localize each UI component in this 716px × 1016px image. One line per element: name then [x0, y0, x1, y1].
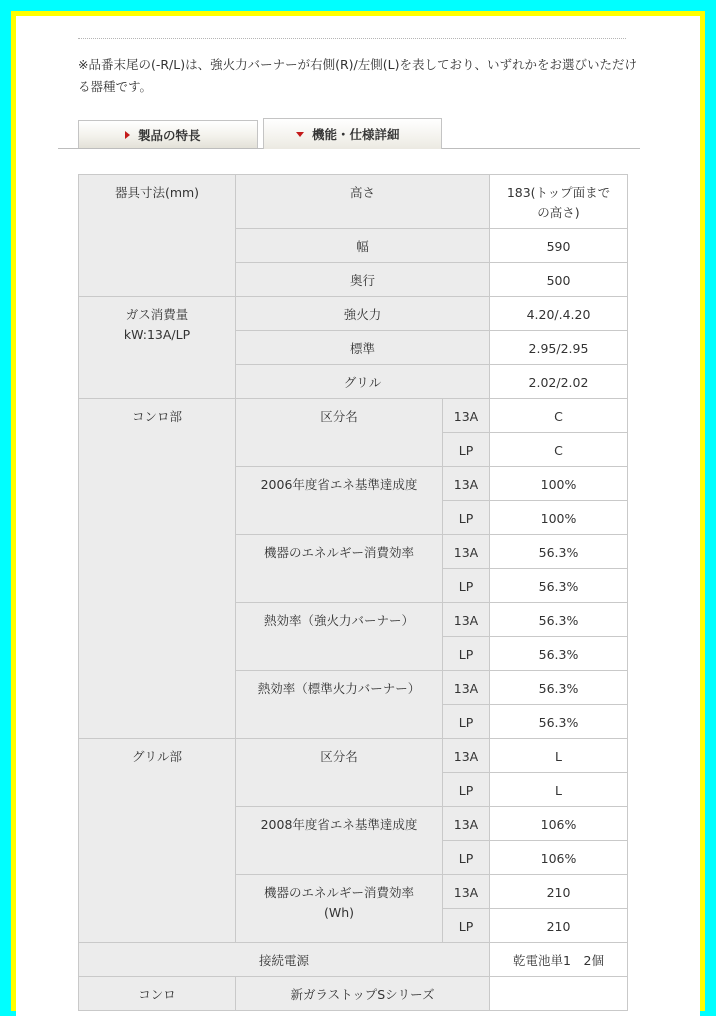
- grill-class-13a: L: [490, 739, 628, 773]
- grill-2008-achievement-label: 2008年度省エネ基準達成度: [236, 807, 443, 875]
- stove-efficiency-13a: 56.3%: [490, 535, 628, 569]
- thermal-efficiency-standard-label: 熱効率（標準火力バーナー）: [236, 671, 443, 739]
- tab-label: 製品の特長: [138, 127, 201, 143]
- thermal-efficiency-high-13a: 56.3%: [490, 603, 628, 637]
- gas-type-13a: 13A: [443, 535, 490, 569]
- gas-consumption-label: ガス消費量 kW:13A/LP: [79, 297, 236, 399]
- height-value: 183(トップ面までの高さ): [490, 175, 628, 229]
- standard-label: 標準: [236, 331, 490, 365]
- gas-type-13a: 13A: [443, 603, 490, 637]
- stove-efficiency-label: 機器のエネルギー消費効率: [236, 535, 443, 603]
- table-row: [79, 175, 628, 229]
- stove-2006-achievement-label: 2006年度省エネ基準達成度: [236, 467, 443, 535]
- high-power-value: 4.20/.4.20: [490, 297, 628, 331]
- power-supply-value: 乾電池単1 2個: [490, 943, 628, 977]
- arrow-down-icon: [296, 132, 304, 137]
- gas-type-lp: LP: [443, 909, 490, 943]
- depth-value: 500: [490, 263, 628, 297]
- grill-class-label: 区分名: [236, 739, 443, 807]
- gas-type-13a: 13A: [443, 739, 490, 773]
- gas-type-lp: LP: [443, 569, 490, 603]
- thermal-efficiency-high-lp: 56.3%: [490, 637, 628, 671]
- height-label: 高さ: [236, 175, 490, 229]
- gas-type-lp: LP: [443, 841, 490, 875]
- thermal-efficiency-standard-lp: 56.3%: [490, 705, 628, 739]
- grill-section-label: グリル部: [79, 739, 236, 943]
- gas-type-13a: 13A: [443, 875, 490, 909]
- gas-type-lp: LP: [443, 705, 490, 739]
- gas-type-lp: LP: [443, 433, 490, 467]
- table-row: [79, 943, 628, 977]
- tab-bar: [58, 118, 640, 149]
- grill-gas-label: グリル: [236, 365, 490, 399]
- power-supply-label: 接続電源: [79, 943, 490, 977]
- table-row: [79, 399, 628, 433]
- gas-type-13a: 13A: [443, 807, 490, 841]
- spec-table: [78, 174, 628, 1011]
- depth-label: 奥行: [236, 263, 490, 297]
- grill-efficiency-13a: 210: [490, 875, 628, 909]
- stove-2006-achievement-13a: 100%: [490, 467, 628, 501]
- grill-2008-achievement-lp: 106%: [490, 841, 628, 875]
- gas-type-lp: LP: [443, 501, 490, 535]
- stove-class-label: 区分名: [236, 399, 443, 467]
- gas-type-13a: 13A: [443, 399, 490, 433]
- gas-type-13a: 13A: [443, 671, 490, 705]
- tab-label: 機能・仕様詳細: [312, 127, 400, 142]
- grill-gas-value: 2.02/2.02: [490, 365, 628, 399]
- table-row: [79, 977, 628, 1011]
- tab-spec-details[interactable]: [263, 118, 442, 149]
- dimensions-label: 器具寸法(mm): [79, 175, 236, 297]
- grill-class-lp: L: [490, 773, 628, 807]
- grill-efficiency-label: 機器のエネルギー消費効率 (Wh): [236, 875, 443, 943]
- konro-empty-cell: [490, 977, 628, 1011]
- stove-class-13a: C: [490, 399, 628, 433]
- content-page: [16, 16, 700, 1016]
- width-label: 幅: [236, 229, 490, 263]
- stove-class-lp: C: [490, 433, 628, 467]
- gas-type-13a: 13A: [443, 467, 490, 501]
- standard-value: 2.95/2.95: [490, 331, 628, 365]
- gas-type-lp: LP: [443, 637, 490, 671]
- table-row: [79, 297, 628, 331]
- high-power-label: 強火力: [236, 297, 490, 331]
- grill-efficiency-lp: 210: [490, 909, 628, 943]
- thermal-efficiency-high-label: 熱効率（強火力バーナー）: [236, 603, 443, 671]
- gas-type-lp: LP: [443, 773, 490, 807]
- stove-efficiency-lp: 56.3%: [490, 569, 628, 603]
- stove-section-label: コンロ部: [79, 399, 236, 739]
- konro-series-value: 新ガラストップSシリーズ: [236, 977, 490, 1011]
- thermal-efficiency-standard-13a: 56.3%: [490, 671, 628, 705]
- table-row: [79, 739, 628, 773]
- konro-label: コンロ: [79, 977, 236, 1011]
- tab-product-features[interactable]: [78, 120, 258, 148]
- dotted-divider: [78, 38, 626, 39]
- width-value: 590: [490, 229, 628, 263]
- model-suffix-note: ※品番末尾の(-R/L)は、強火力バーナーが右側(R)/左側(L)を表しており、いずれかをお選びいただける器種です。: [78, 57, 637, 94]
- arrow-right-icon: [125, 131, 130, 139]
- grill-2008-achievement-13a: 106%: [490, 807, 628, 841]
- stove-2006-achievement-lp: 100%: [490, 501, 628, 535]
